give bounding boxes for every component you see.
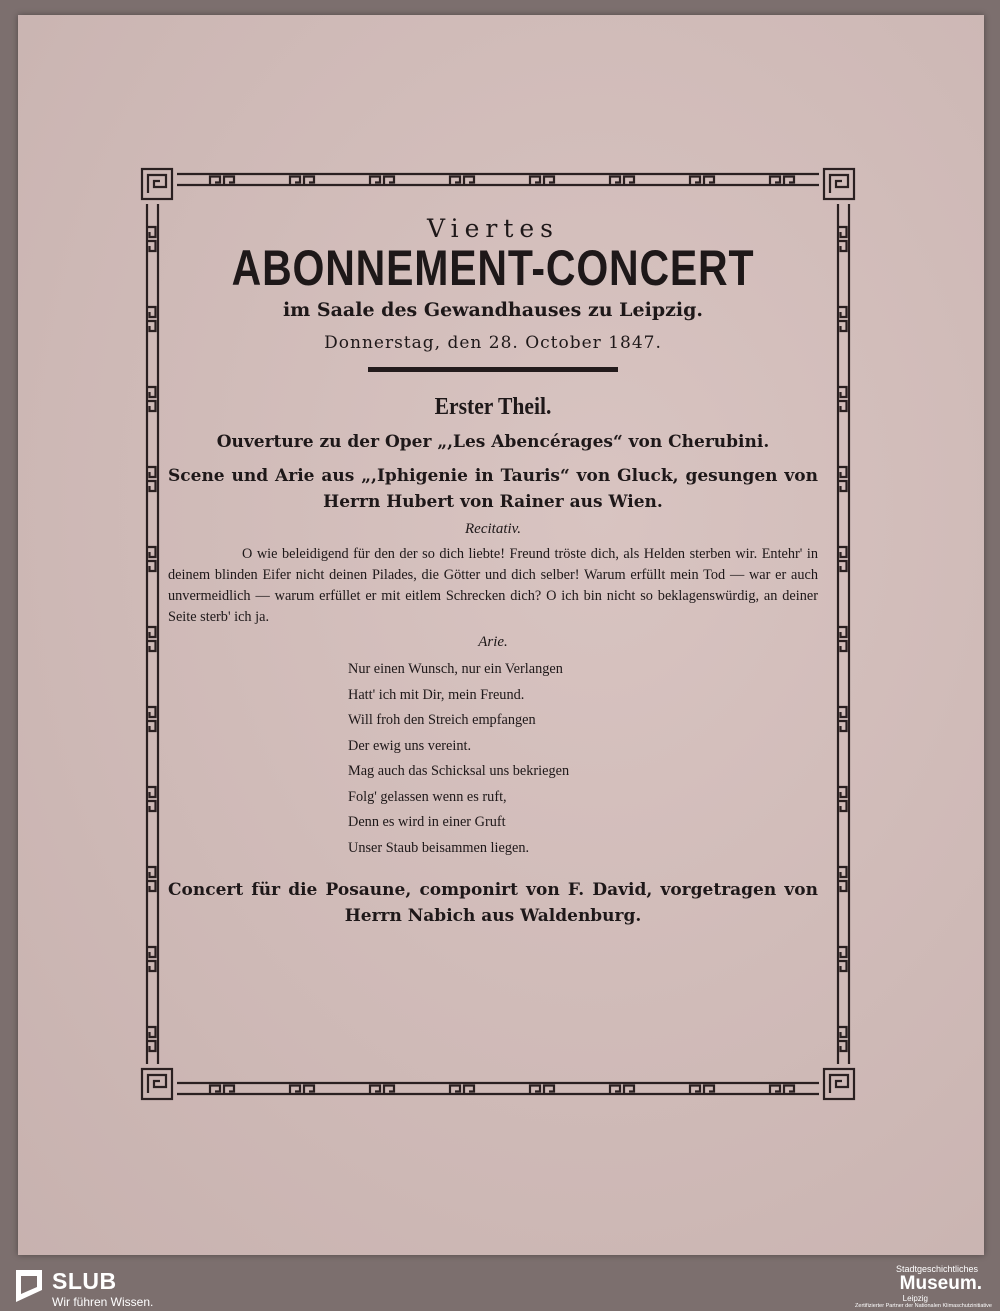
poem-line: Unser Staub beisammen liegen. (348, 839, 530, 856)
program-item-overture: Ouverture zu der Oper „,Les Abencérages“ von Cherubini. (216, 432, 770, 452)
arie-poem (348, 657, 818, 861)
poster-title: ABONNEMENT-CONCERT (231, 240, 755, 296)
poem-line: Der ewig uns vereint. (348, 737, 472, 754)
footer-bar (0, 1262, 1000, 1311)
poem-line: Mag auch das Schicksal uns bekriegen (348, 763, 570, 779)
library-tagline: Wir führen Wissen. (52, 1295, 154, 1309)
museum-city: Leipzig (902, 1294, 928, 1303)
poster-date: Donnerstag, den 28. October 1847. (324, 333, 662, 353)
program-item-concert: Concert für die Posaune, componirt von F. David, vorgetragen von Herrn Nabich aus Waldenburg. (168, 880, 818, 926)
poster-kicker: Viertes (426, 214, 560, 243)
poem-line: Hatt' ich mit Dir, mein Freund. (348, 686, 525, 703)
museum-top-text: Stadtgeschichtliches (895, 1264, 978, 1274)
recitativ-text: O wie beleidigend für den der so dich liebte! Freund tröste dich, als Helden sterben wir. Entehr' in deinem blinden Eifer nicht deinen Pilades, die Götter und dich selber! Warum erfüllt mein Tod — war er auch unvermeidlich — warum erfüllet er mit eitlem Schrecken dich? O ich bin nicht so beklagenswürdig, an deiner Seite sterb' ich ja. (168, 546, 818, 625)
poem-line: Denn es wird in einer Gruft (348, 814, 506, 830)
section-heading: Erster Theil. (434, 394, 552, 420)
program-item-aria: Scene und Arie aus „,Iphigenie in Tauris“ von Gluck, gesungen von Herrn Hubert von Rainer aus Wien. (168, 466, 818, 512)
museum-name[interactable]: Museum. (899, 1273, 982, 1294)
divider-rule (368, 367, 618, 372)
poem-line: Will froh den Streich empfangen (348, 712, 536, 728)
poem-line: Folg' gelassen wenn es ruft, (348, 788, 507, 805)
library-name[interactable]: SLUB (52, 1268, 117, 1294)
poem-line: Nur einen Wunsch, nur ein Verlangen (348, 661, 563, 677)
museum-note: Zertifizierter Partner der Nationalen Klimaschutzinitiative (855, 1303, 992, 1309)
poster-paper (18, 15, 984, 1255)
slub-logo-icon[interactable] (12, 1268, 46, 1304)
arie-label: Arie. (478, 634, 508, 650)
poster-venue: im Saale des Gewandhauses zu Leipzig. (282, 299, 704, 321)
poster-content (168, 210, 818, 929)
recitativ-label: Recitativ. (465, 521, 521, 537)
